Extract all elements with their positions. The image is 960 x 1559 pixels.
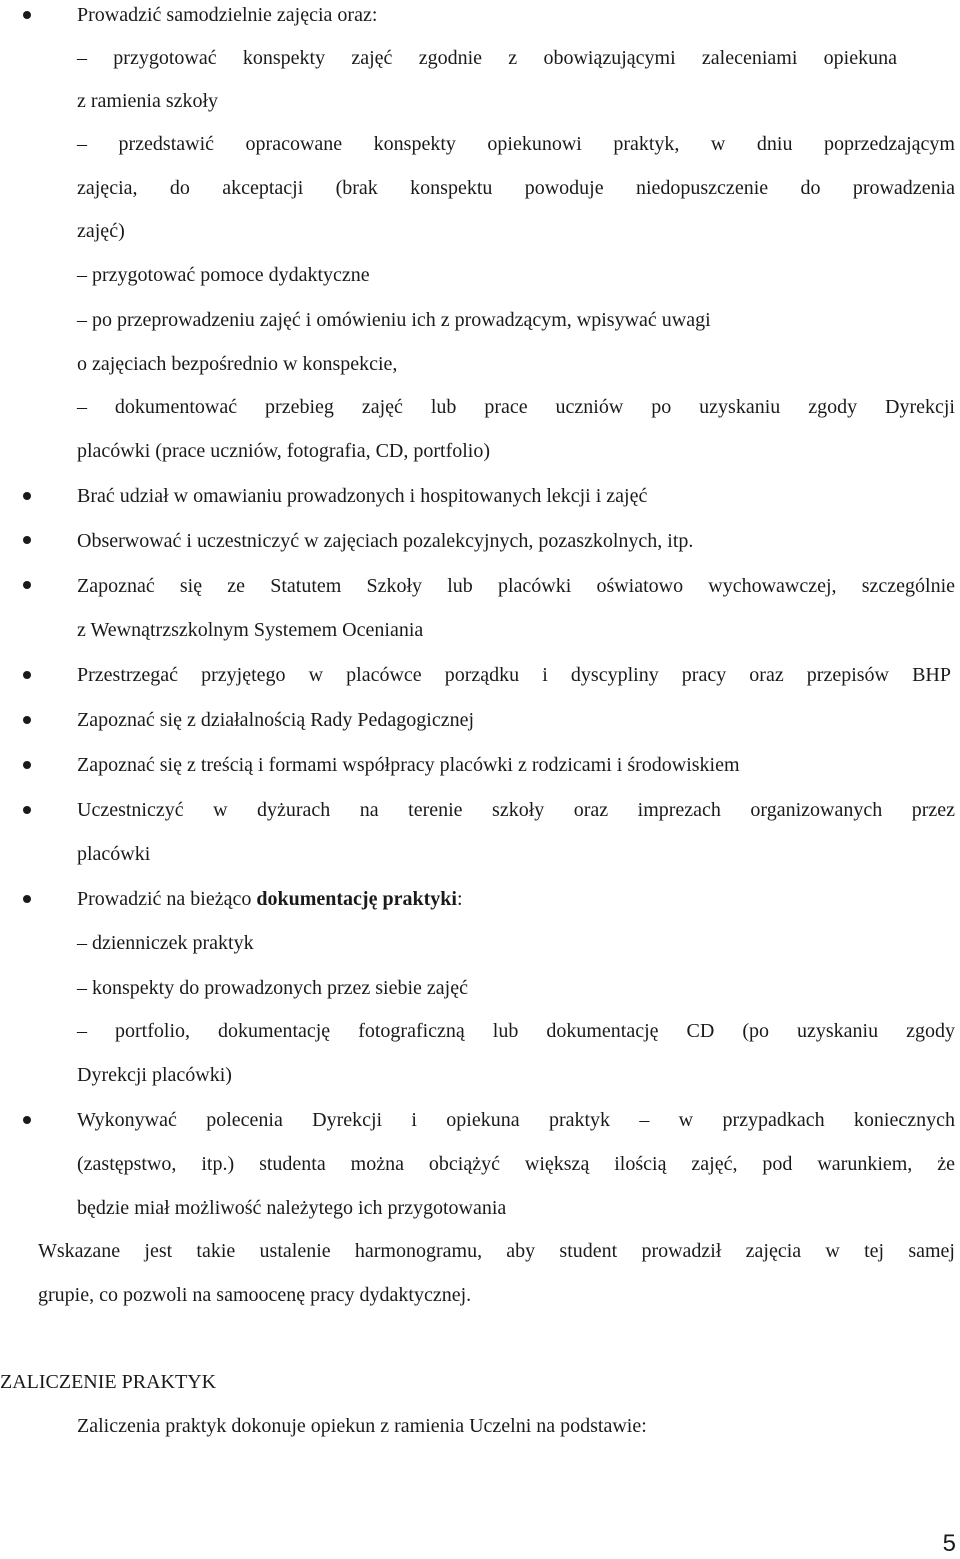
paragraph: Wskazane jest takie ustalenie harmonogramu, aby student prowadził zajęcia w tej samej <box>38 1240 955 1262</box>
list-item: Przestrzegać przyjętego w placówce porządku i dyscypliny pracy oraz przepisów BHP <box>77 664 951 686</box>
list-item: Prowadzić samodzielnie zajęcia oraz: <box>77 4 378 26</box>
sub-item: – dzienniczek praktyk <box>77 932 254 954</box>
sub-item: – dokumentować przebieg zajęć lub prace uczniów po uzyskaniu zgody Dyrekcji <box>77 396 955 418</box>
bullet-icon <box>23 895 31 903</box>
list-item: Uczestniczyć w dyżurach na terenie szkoły oraz imprezach organizowanych przez <box>77 799 955 821</box>
section-text: Zaliczenia praktyk dokonuje opiekun z ramienia Uczelni na podstawie: <box>77 1415 647 1437</box>
section-heading: ZALICZENIE PRAKTYK <box>0 1371 217 1393</box>
list-item-continuation: (zastępstwo, itp.) studenta można obciążyć większą ilością zajęć, pod warunkiem, że <box>77 1153 955 1175</box>
list-item-continuation: placówki <box>77 843 151 865</box>
sub-item-continuation: Dyrekcji placówki) <box>77 1064 232 1086</box>
sub-item: – przedstawić opracowane konspekty opiekunowi praktyk, w dniu poprzedzającym <box>77 133 955 155</box>
list-item: Zapoznać się z treścią i formami współpracy placówki z rodzicami i środowiskiem <box>77 754 740 776</box>
list-item: Wykonywać polecenia Dyrekcji i opiekuna praktyk – w przypadkach koniecznych <box>77 1109 955 1131</box>
sub-item: – po przeprowadzeniu zajęć i omówieniu ich z prowadzącym, wpisywać uwagi <box>77 309 711 331</box>
sub-item: – portfolio, dokumentację fotograficzną lub dokumentację CD (po uzyskaniu zgody <box>77 1020 955 1042</box>
bullet-icon <box>23 761 31 769</box>
bullet-icon <box>23 806 31 814</box>
bullet-icon <box>23 671 31 679</box>
page-number: 5 <box>942 1530 956 1557</box>
list-item-continuation: będzie miał możliwość należytego ich przygotowania <box>77 1197 507 1219</box>
paragraph-continuation: grupie, co pozwoli na samoocenę pracy dydaktycznej. <box>38 1284 472 1306</box>
sub-item-continuation: zajęcia, do akceptacji (brak konspektu powoduje niedopuszczenie do prowadzenia <box>77 177 955 199</box>
bullet-icon <box>23 716 31 724</box>
list-item: Brać udział w omawianiu prowadzonych i hospitowanych lekcji i zajęć <box>77 485 648 507</box>
list-item-text: : <box>456 888 463 910</box>
sub-item-continuation: zajęć) <box>77 220 125 242</box>
list-item-text: Prowadzić na bieżąco <box>77 888 257 910</box>
sub-item: – konspekty do prowadzonych przez siebie zajęć <box>77 977 468 999</box>
list-item: Zapoznać się z działalnością Rady Pedagogicznej <box>77 709 475 731</box>
list-item <box>77 886 463 912</box>
bullet-icon <box>23 1116 31 1124</box>
bullet-icon <box>23 536 31 544</box>
bold-emphasis: dokumentację praktyki <box>256 888 457 910</box>
list-item: Zapoznać się ze Statutem Szkoły lub placówki oświatowo wychowawczej, szczególnie <box>77 575 955 597</box>
sub-item-continuation: o zajęciach bezpośrednio w konspekcie, <box>77 353 398 375</box>
sub-item: – przygotować konspekty zajęć zgodnie z obowiązującymi zaleceniami opiekuna <box>77 47 897 69</box>
list-item: Obserwować i uczestniczyć w zajęciach pozalekcyjnych, pozaszkolnych, itp. <box>77 530 694 552</box>
bullet-icon <box>23 11 31 19</box>
sub-item-continuation: placówki (prace uczniów, fotografia, CD, portfolio) <box>77 440 490 462</box>
bullet-icon <box>23 492 31 500</box>
sub-item-continuation: z ramienia szkoły <box>77 90 219 112</box>
bullet-icon <box>23 581 31 589</box>
list-item-continuation: z Wewnątrzszkolnym Systemem Oceniania <box>77 619 424 641</box>
sub-item: – przygotować pomoce dydaktyczne <box>77 264 370 286</box>
